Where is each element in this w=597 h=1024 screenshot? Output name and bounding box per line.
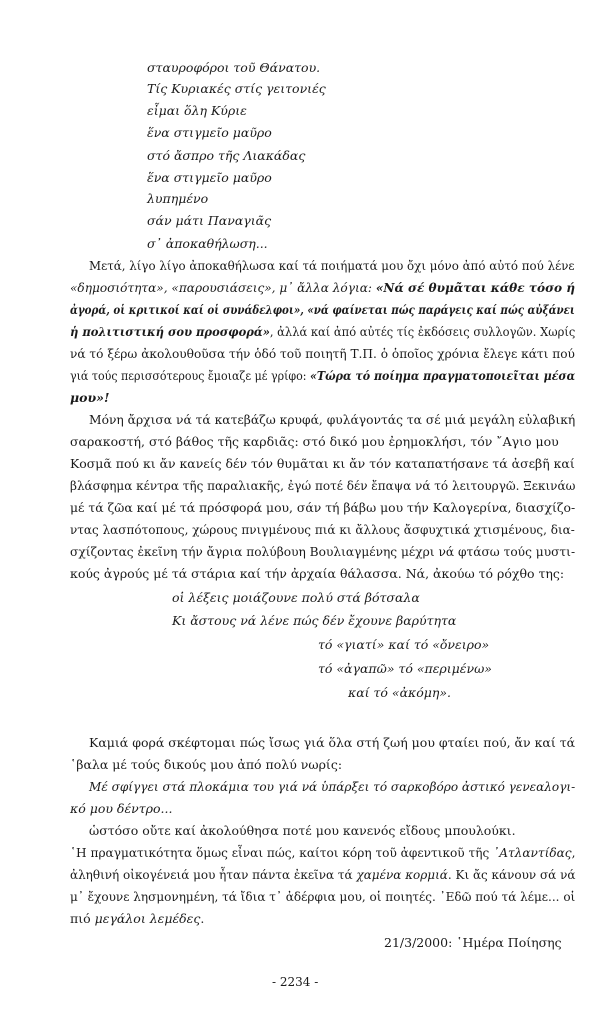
paragraph-line: Μετά, λίγο λίγο ἀποκαθήλωσα καί τά ποιήματά μου ὄχι μόνο ἀπό αὐτό πού λένε [89,258,575,273]
poem-mid-line: τό «γιατί» καί τό «ὄνειρο» [318,637,490,652]
paragraph-line [70,911,204,927]
paragraph-fragment: ῾Η πραγματικότητα ὅμως εἶναι πώς, καίτοι κόρη τοῦ ἀφεντικοῦ τῆς [70,845,494,860]
paragraph-line: Καμιά φορά σκέφτομαι πώς ἴσως γιά ὅλα στή ζωή μου φταίει πού, ἄν καί τά [89,735,576,750]
poem-mid-line: καί τό «ἀκόμη». [348,685,451,700]
paragraph-line: ὡστόσο οὔτε καί ἀκολούθησα ποτέ μου κανενός εἴδους μπουλούκι. [89,823,516,838]
paragraph-fragment: ᾽Ατλαντίδας [493,845,572,860]
poem-top-line: σάν μάτι Παναγιᾶς [147,213,272,228]
paragraph-fragment: πιό [70,911,95,926]
poem-top-line: ἕνα στιγμεῖο μαῦρο [147,170,272,185]
paragraph-fragment: . Κι ἄς κάνουν σά νά [447,867,576,882]
paragraph-line: κούς ἀγρούς μέ τά στάρια καί τήν ἀρχαία θάλασσα. Νά, ἀκούω τό ρόχθο της: [70,566,565,581]
paragraph-line: ντας λασπότοπους, χώρους πνιγμένους πιά κι ἄλλους ἄσφυχτικά χτισμένους, δια- [70,522,575,537]
paragraph-line: ῾βαλα μέ τούς δικούς μου ἀπό πολύ νωρίς: [70,757,343,772]
paragraph-line: σαρακοστή, στό βάθος τῆς καρδιᾶς: στό δικό μου ἐρημοκλήσι, τόν ῎Αγιο μου [70,434,559,449]
paragraph-fragment: «Νά σέ θυμᾶται κάθε τόσο ή [375,280,576,295]
paragraph-line [70,867,575,883]
paragraph-fragment: , ἀλλά καί ἀπό αὐτές τίς ἐκδόσεις συλλογῶν. Χωρίς [269,324,576,339]
poem-top-line: Τίς Κυριακές στίς γειτονιές [147,81,326,96]
paragraph-fragment: ἡ πολιτιστική σου προσφορά» [70,324,270,339]
paragraph-line: νά τό ξέρω ἀκολουθοῦσα τήν ὁδό τοῦ ποιητῆ Τ.Π. ὁ ὁποῖος χρόνια ἔλεγε κάτι πού [70,346,575,361]
paragraph-fragment: «δημοσιότητα», «παρουσιάσεις», μ᾽ ἄλλα λόγια: [70,280,376,295]
page-number: - 2234 - [272,975,319,989]
poem-mid-line: Κι ἄστους νά λένε πώς δέν ἔχουνε βαρύτητα [172,613,457,628]
paragraph-fragment: . [200,911,205,926]
poem-mid-line: τό «ἀγαπῶ» τό «περιμένω» [318,661,492,676]
paragraph-line: μου»! [70,390,110,405]
poem-top-line: λυπημένο [147,191,209,206]
paragraph-line [70,280,575,296]
paragraph-fragment: γιά τούς περισσότερους ἔμοιαζε μέ γρίφο: [70,368,311,383]
poem-top-line: στό ἄσπρο τῆς Λιακάδας [147,148,306,163]
poem-top-line: σ᾽ ἀποκαθήλωση... [147,236,268,251]
paragraph-fragment: , [571,845,576,860]
quote-line: Μέ σφίγγει στά πλοκάμια του γιά νά ὑπάρξει τό σαρκοβόρο ἀστικό γενεαλογι- [89,779,576,794]
paragraph-fragment: μεγάλοι λεμέδες [94,911,201,926]
paragraph-line: Μόνη ἄρχισα νά τά κατεβάζω κρυφά, φυλάγοντάς τα σέ μιά μεγάλη εὐλαβική [89,412,576,427]
paragraph-line: Κοσμᾶ πού κι ἄν κανείς δέν τόν θυμᾶται κι ἄν τόν καταπατήσανε τά ἀσεβῆ καί [70,456,575,471]
paragraph-line: μέ τά ζῶα καί μέ τά πρόσφορά μου, σάν τή βάβω μου τήν Καλογερίνα, διασχίζο- [70,500,576,515]
paragraph-line [70,302,575,318]
poem-mid-line: οἱ λέξεις μοιάζουνε πολύ στά βότσαλα [172,590,420,605]
paragraph-line: σχίζοντας ἐκεῖνη τήν ἄγρια πολύβουη Βουλιαγμένης μέχρι νά φτάσω τούς μυστι- [70,544,576,559]
poem-top-line: ἕνα στιγμεῖο μαῦρο [147,125,272,140]
quote-line: κό μου δέντρο... [70,801,173,816]
poem-top-line: σταυροφόροι τοῦ Θάνατου. [147,60,321,75]
paragraph-line: μ᾽ ἔχουνε λησμονημένη, τά ἴδια τ᾽ ἀδέρφια μου, οἱ ποιητές. ᾽Εδῶ πού τά λέμε... οἱ [70,889,576,904]
signature-date: 21/3/2000: ῾Ημέρα Ποίησης [384,935,562,950]
paragraph-line [70,845,575,861]
paragraph-fragment: ἀληθινή οἰκογένειά μου ἦταν πάντα ἐκεῖνα τά [70,867,357,882]
paragraph-fragment: «Τώρα τό ποίημα πραγματοποιεῖται μέσα [310,368,576,383]
paragraph-fragment: , «νά φαίνεται πώς παράγεις καί πώς αὐξάνει [300,302,575,317]
paragraph-fragment: χαμένα κορμιά [356,867,448,882]
poem-top-line: εἶμαι ὅλη Κύριε [147,103,247,118]
paragraph-line [70,368,575,384]
paragraph-line [70,324,575,340]
paragraph-line: βλάσφημα κέντρα τῆς παραλιακῆς, ἐγώ ποτέ δέν ἔπαψα νά τό λειτουργῶ. Ξεκινάω [70,478,576,493]
paragraph-fragment: ἀγορά, οἱ κριτικοί καί οἱ συνάδελφοι» [70,302,301,317]
